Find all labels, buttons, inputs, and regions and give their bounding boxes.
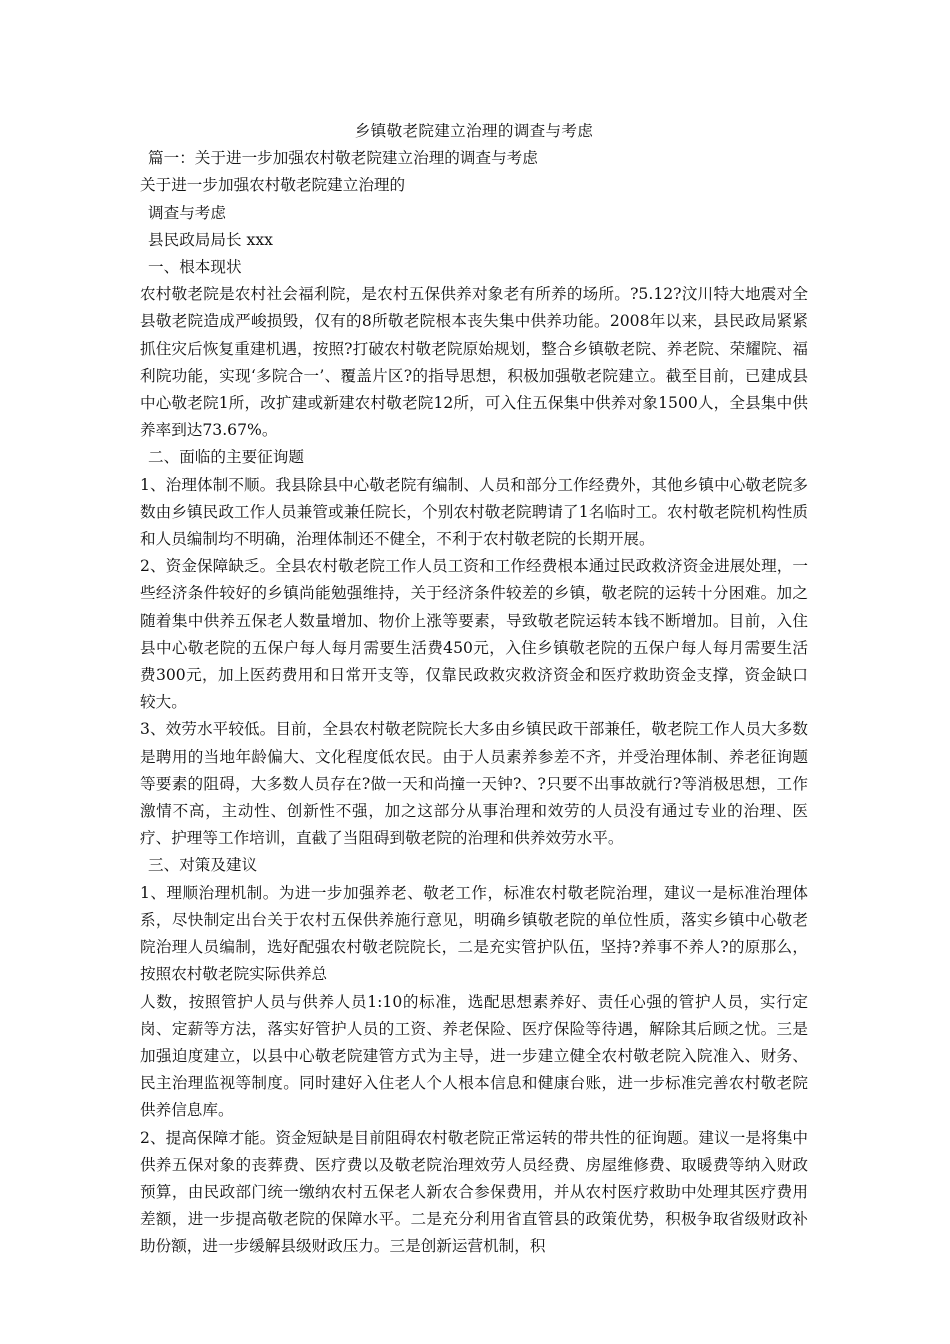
paragraph-mechanism: 1、理顺治理机制。为进一步加强养老、敬老工作，标准农村敬老院治理，建议一是标准治理体系，尽快制定出台关于农村五保供养施行意见，明确乡镇敬老院的单位性质，落实乡镇中心敬老院治理人员编制，选好配强农村敬老院院长，二是充实管护队伍，坚持?养事不养人?的原那么，按照农村敬老院实际供养总 bbox=[140, 883, 808, 984]
document-title: 乡镇敬老院建立治理的调查与考虑 bbox=[354, 122, 594, 140]
paragraph-service: 3、效劳水平较低。目前，全县农村敬老院院长大多由乡镇民政干部兼任，敬老院工作人员大多数是聘用的当地年龄偏大、文化程度低农民。由于人员素养参差不齐，并受治理体制、养老征询题等要素的阻碍，大多数人员存在?做一天和尚撞一天钟?、?只要不出事故就行?等消极思想，工作激情不高，主动性、创新性不强，加之这部分从事治理和效劳的人员没有通过专业的治理、医疗、护理等工作培训，直截了当阻碍到敬老院的治理和供养效劳水平。 bbox=[140, 720, 808, 848]
article-heading: 篇一：关于进一步加强农村敬老院建立治理的调查与考虑 bbox=[148, 149, 538, 168]
section-heading-status: 一、根本现状 bbox=[148, 258, 242, 277]
section-heading-suggestions: 三、对策及建议 bbox=[148, 856, 258, 875]
article-subtitle-line-2: 调查与考虑 bbox=[148, 203, 226, 222]
author-line: 县民政局局长 xxx bbox=[148, 230, 273, 249]
paragraph-funding: 2、资金保障缺乏。全县农村敬老院工作人员工资和工作经费根本通过民政救济资金进展处理，一些经济条件较好的乡镇尚能勉强维持，关于经济条件较差的乡镇，敬老院的运转十分困难。加之随着集中供养五保老人数量增加、物价上涨等要素，导致敬老院运转本钱不断增加。目前，入住县中心敬老院的五保户每人每月需要生活费450元，入住乡镇敬老院的五保户每人每月需要生活费300元，加上医药费用和日常开支等，仅靠民政救灾救济资金和医疗救助资金支撑，资金缺口较大。 bbox=[140, 557, 808, 712]
document-body bbox=[140, 118, 808, 1261]
paragraph-mechanism-continued: 人数，按照管护人员与供养人员1:10的标准，选配思想素养好、责任心强的管护人员，实行定岗、定薪等方法，落实好管护人员的工资、养老保险、医疗保险等待遇，解除其后顾之忧。三是加强迫度建立，以县中心敬老院建管方式为主导，进一步建立健全农村敬老院入院准入、财务、民主治理监视等制度。同时建好入住老人个人根本信息和健康台账，进一步标准完善农村敬老院供养信息库。 bbox=[140, 992, 808, 1120]
section-heading-problems: 二、面临的主要征询题 bbox=[148, 448, 304, 467]
paragraph-status: 农村敬老院是农村社会福利院，是农村五保供养对象老有所养的场所。?5.12?汶川特大地震对全县敬老院造成严峻损毁，仅有的8所敬老院根本丧失集中供养功能。2008年以来，县民政局紧紧抓住灾后恢复重建机遇，按照?打破农村敬老院原始规划，整合乡镇敬老院、养老院、荣耀院、福利院功能，实现‘多院合一’、覆盖片区?的指导思想，积极加强敬老院建立。截至目前，已建成县中心敬老院1所，改扩建或新建农村敬老院12所，可入住五保集中供养对象1500人，全县集中供养率到达73.67%。 bbox=[140, 285, 808, 440]
paragraph-management: 1、治理体制不顺。我县除县中心敬老院有编制、人员和部分工作经费外，其他乡镇中心敬老院多数由乡镇民政工作人员兼管或兼任院长，个别农村敬老院聘请了1名临时工。农村敬老院机构性质和人员编制均不明确，治理体制还不健全，不利于农村敬老院的长期开展。 bbox=[140, 475, 808, 549]
article-subtitle-line-1: 关于进一步加强农村敬老院建立治理的 bbox=[140, 176, 406, 195]
paragraph-guarantee: 2、提高保障才能。资金短缺是目前阻碍农村敬老院正常运转的带共性的征询题。建议一是将集中供养五保对象的丧葬费、医疗费以及敬老院治理效劳人员经费、房屋维修费、取暖费等纳入财政预算，由民政部门统一缴纳农村五保老人新农合参保费用，并从农村医疗救助中处理其医疗费用差额，进一步提高敬老院的保障水平。二是充分利用省直管县的政策优势，积极争取省级财政补助份额，进一步缓解县级财政压力。三是创新运营机制，积 bbox=[140, 1128, 808, 1256]
